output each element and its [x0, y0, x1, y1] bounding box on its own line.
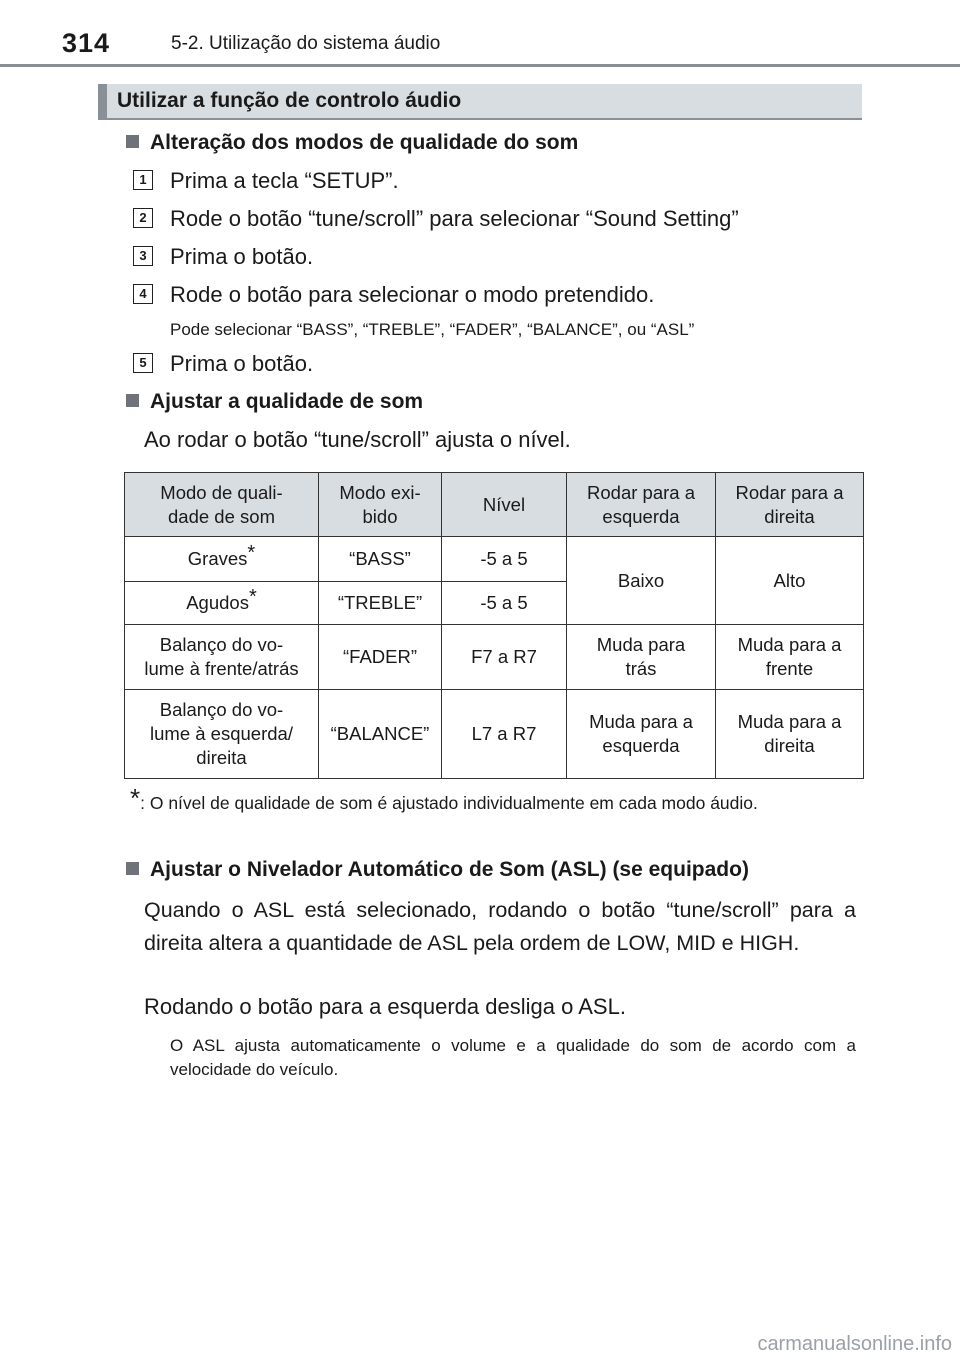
- section-heading-sound-quality: [126, 390, 423, 414]
- header-rule: [0, 64, 960, 67]
- cell-mode: Balanço do vo- lume à esquerda/ direita: [125, 690, 319, 779]
- step-4-text: Rode o botão para selecionar o modo pretendido.: [170, 282, 655, 307]
- asl-paragraph-1: Quando o ASL está selecionado, rodando o botão “tune/scroll” para a direita altera a quantidade de ASL pela ordem de LOW, MID e HIGH.: [144, 898, 856, 955]
- col-header-turn-left: Rodar para a esquerda: [567, 473, 716, 537]
- watermark: carmanualsonline.info: [757, 1333, 952, 1355]
- cell-turn-right-merged: Alto: [716, 537, 864, 625]
- footnote-star: *: [130, 783, 141, 813]
- cell-turn-right: Muda para a direita: [716, 690, 864, 779]
- col-header-level: Nível: [442, 473, 567, 537]
- table-row: [125, 537, 864, 582]
- banner-title: Utilizar a função de controlo áudio: [117, 89, 462, 112]
- cell-display: “BALANCE”: [319, 690, 442, 779]
- step-5-text: Prima o botão.: [170, 351, 314, 376]
- asl-paragraph-2: Rodando o botão para a esquerda desliga o ASL.: [144, 994, 626, 1019]
- cell-mode: Agudos*: [125, 582, 319, 625]
- sound-settings-table: [124, 472, 864, 779]
- cell-mode: Balanço do vo- lume à frente/atrás: [125, 625, 319, 690]
- section-heading-sound-modes: [126, 131, 578, 155]
- heading-text: Alteração dos modos de qualidade do som: [150, 131, 579, 154]
- cell-level: -5 a 5: [442, 582, 567, 625]
- cell-level: F7 a R7: [442, 625, 567, 690]
- step-number-2: 2: [133, 208, 153, 228]
- step-number-3: 3: [133, 246, 153, 266]
- col-header-turn-right: Rodar para a direita: [716, 473, 864, 537]
- section-heading-asl: [126, 858, 749, 882]
- table-header-row: [125, 473, 864, 537]
- table-row: [125, 625, 864, 690]
- table-row: [125, 690, 864, 779]
- square-bullet-icon: [126, 394, 139, 407]
- section2-intro: Ao rodar o botão “tune/scroll” ajusta o nível.: [144, 427, 571, 452]
- page-number: 314: [62, 28, 111, 58]
- table-footnote: [130, 783, 857, 816]
- col-header-mode: Modo de quali- dade de som: [125, 473, 319, 537]
- cell-turn-left: Muda para a esquerda: [567, 690, 716, 779]
- cell-turn-left-merged: Baixo: [567, 537, 716, 625]
- step-number-4: 4: [133, 284, 153, 304]
- step-2-text: Rode o botão “tune/scroll” para selecionar “Sound Setting”: [170, 206, 739, 231]
- col-header-display: Modo exi- bido: [319, 473, 442, 537]
- cell-display: “TREBLE”: [319, 582, 442, 625]
- cell-level: -5 a 5: [442, 537, 567, 582]
- heading-text: Ajustar o Nivelador Automático de Som (ASL) (se equipado): [150, 858, 749, 881]
- cell-turn-right: Muda para a frente: [716, 625, 864, 690]
- chapter-title: 5-2. Utilização do sistema áudio: [171, 33, 441, 54]
- section-banner: [98, 84, 862, 120]
- mode-options-note: Pode selecionar “BASS”, “TREBLE”, “FADER”, “BALANCE”, ou “ASL”: [170, 320, 695, 339]
- step-number-1: 1: [133, 170, 153, 190]
- cell-mode: Graves*: [125, 537, 319, 582]
- step-1-text: Prima a tecla “SETUP”.: [170, 168, 399, 193]
- step-3-text: Prima o botão.: [170, 244, 314, 269]
- square-bullet-icon: [126, 862, 139, 875]
- cell-display: “FADER”: [319, 625, 442, 690]
- square-bullet-icon: [126, 135, 139, 148]
- heading-text: Ajustar a qualidade de som: [150, 390, 424, 413]
- asl-note: O ASL ajusta automaticamente o volume e a qualidade do som de acordo com a velocidade do veículo.: [170, 1036, 856, 1079]
- cell-display: “BASS”: [319, 537, 442, 582]
- cell-level: L7 a R7: [442, 690, 567, 779]
- cell-turn-left: Muda para trás: [567, 625, 716, 690]
- step-number-5: 5: [133, 353, 153, 373]
- footnote-text: : O nível de qualidade de som é ajustado individualmente em cada modo áudio.: [140, 793, 758, 813]
